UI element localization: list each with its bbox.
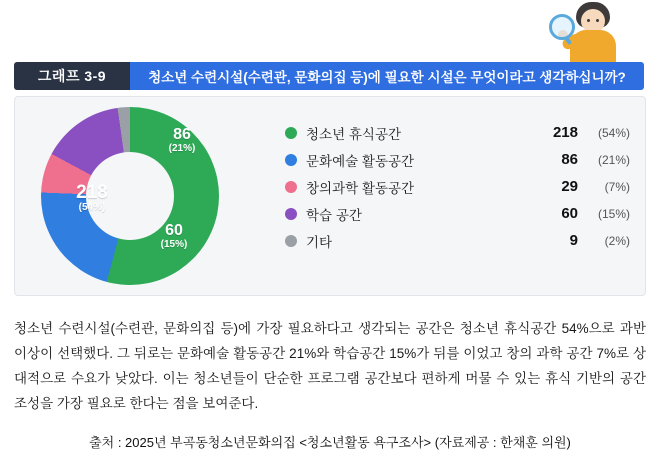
chart-legend [285,119,630,254]
legend-label: 기타 [306,234,333,250]
legend-value: 9 [569,232,578,249]
analysis-paragraph: 청소년 수련시설(수련관, 문화의집 등)에 가장 필요하다고 생각되는 공간은 청소년 휴식공간 54%으로 과반 이상이 선택했다. 그 뒤로는 문화예술 활동공간 21%와 학습공간 15%가 뒤를 이었고 창의 과학 공간 7%로 상대적으로 수요가 낮았다. 이는 청소년들이 단순한 프로그램 공간보다 편하게 머물 수 있는 휴식 기반의 공간 조성을 가장 필요로 한다는 점을 보여준다. [14,321,646,411]
source-note: 출처 : 2025년 부곡동청소년문화의집 <청소년활동 욕구조사> (자료제공 : 한채훈 의원) [89,435,571,450]
person-illustration [548,0,640,68]
legend-percent: (54%) [597,125,630,140]
legend-percent: (2%) [604,233,630,248]
legend-value: 218 [552,124,578,141]
chart-question-title: 청소년 수련시설(수련관, 문화의집 등)에 필요한 시설은 무엇이라고 생각하십니까? [130,62,644,90]
legend-row [285,173,630,200]
chart-panel [14,96,646,296]
legend-label: 학습 공간 [306,207,362,223]
legend-row [285,146,630,173]
chart-header [14,62,644,90]
legend-label: 창의과학 활동공간 [306,180,415,196]
donut-chart [41,107,231,285]
slice-label-study-space: 60 (15%) [160,222,188,250]
left-eye-shape [587,19,590,22]
magnifier-icon [549,14,575,40]
legend-value: 86 [561,151,578,168]
legend-row [285,200,630,227]
legend-color-dot-icon [285,154,297,166]
legend-color-dot-icon [285,181,297,193]
legend-color-dot-icon [285,208,297,220]
right-eye-shape [596,19,599,22]
legend-percent: (15%) [597,206,630,221]
legend-color-dot-icon [285,235,297,247]
legend-value: 29 [561,178,578,195]
legend-row [285,227,630,254]
slice-label-rest-space: 218 (54%) [76,182,108,213]
legend-value: 60 [561,205,578,222]
legend-percent: (7%) [604,179,630,194]
legend-label: 문화예술 활동공간 [306,153,415,169]
legend-percent: (21%) [597,152,630,167]
legend-label: 청소년 휴식공간 [306,126,402,142]
legend-row [285,119,630,146]
slice-label-culture-space: 86 (21%) [168,126,196,154]
legend-color-dot-icon [285,127,297,139]
chart-number-badge: 그래프 3-9 [14,62,130,90]
